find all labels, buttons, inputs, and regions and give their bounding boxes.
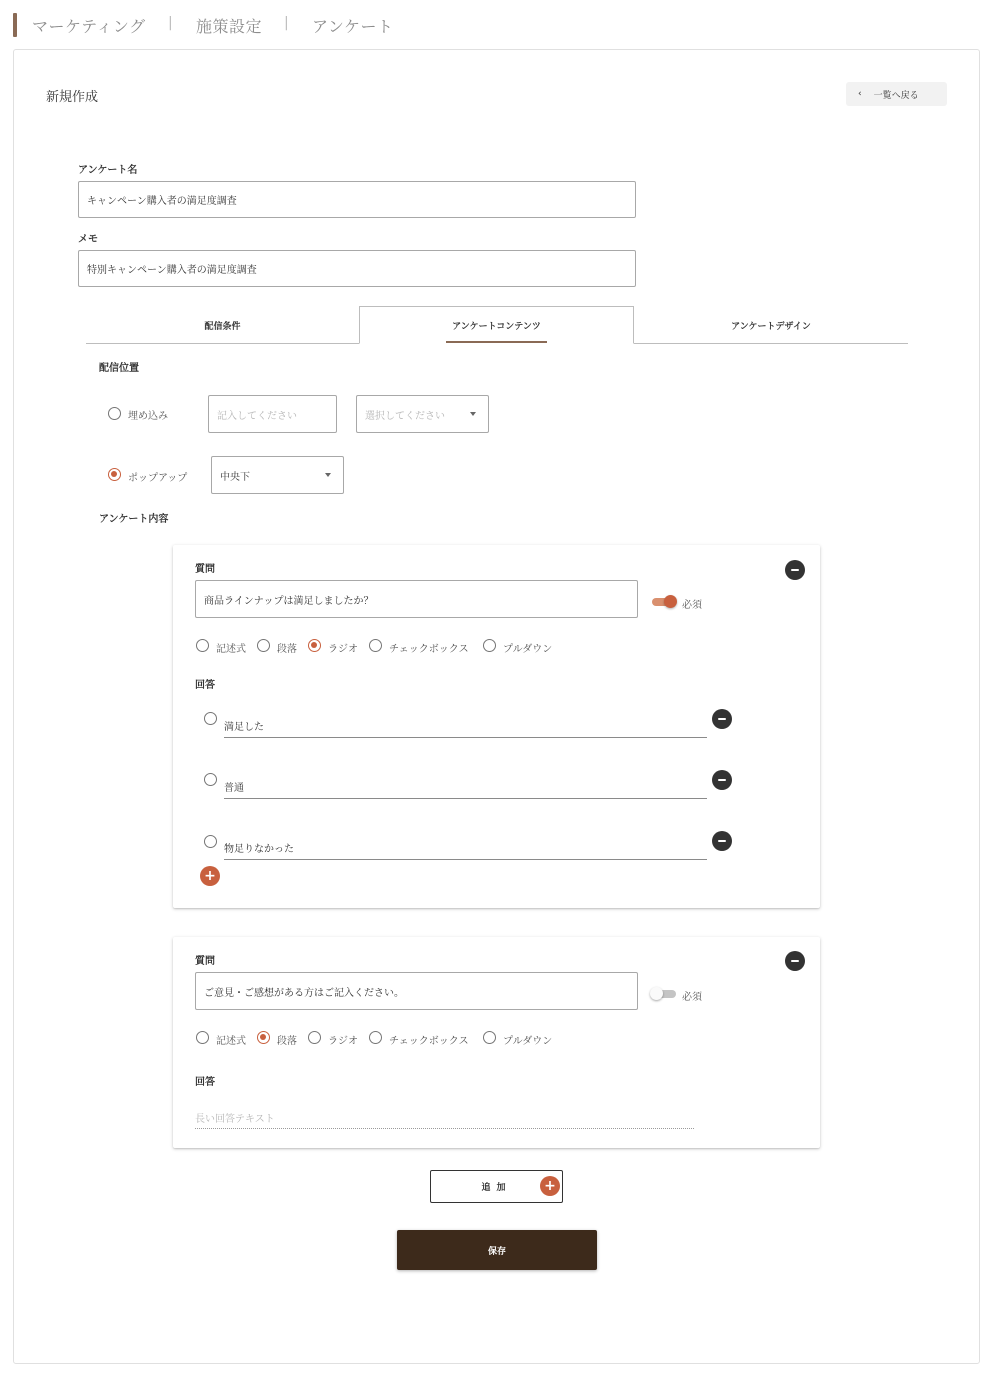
memo-label: メモ — [78, 234, 98, 245]
type-radio-pulldown[interactable] — [483, 639, 496, 652]
chevron-left-icon: ‹ — [858, 89, 862, 99]
survey-name-input[interactable]: キャンペーン購入者の満足度調査 — [78, 181, 636, 218]
breadcrumb-separator: | — [168, 15, 173, 31]
required-toggle-knob[interactable] — [650, 987, 663, 1000]
breadcrumb-item-marketing[interactable]: マーケティング — [32, 17, 146, 36]
breadcrumb-item-survey: アンケート — [312, 17, 394, 36]
back-to-list-button[interactable] — [846, 82, 947, 106]
plus-icon: + — [540, 1176, 560, 1196]
tab-survey-content[interactable]: アンケートコンテンツ — [359, 306, 634, 344]
type-radio-radio[interactable] — [308, 1031, 321, 1044]
embed-select-placeholder: 選択してください — [365, 410, 445, 422]
type-label-radio: ラジオ — [328, 644, 358, 655]
answer-label: 回答 — [195, 1077, 215, 1088]
type-radio-text[interactable] — [196, 639, 209, 652]
type-radio-pulldown[interactable] — [483, 1031, 496, 1044]
save-button[interactable] — [397, 1230, 597, 1270]
type-label-checkbox: チェックボックス — [389, 644, 469, 655]
embed-radio[interactable] — [108, 407, 121, 420]
type-label-radio: ラジオ — [328, 1036, 358, 1047]
survey-name-label: アンケート名 — [78, 165, 138, 176]
remove-question-button[interactable] — [785, 951, 805, 971]
type-radio-paragraph[interactable] — [257, 639, 270, 652]
popup-position-select[interactable] — [211, 456, 344, 494]
page-title: 新規作成 — [46, 90, 99, 105]
tab-delivery-conditions[interactable]: 配信条件 — [204, 321, 241, 332]
tab-active-indicator — [446, 341, 547, 343]
question-label: 質問 — [195, 956, 215, 967]
type-label-paragraph: 段落 — [277, 1036, 297, 1047]
type-radio-paragraph[interactable] — [257, 1031, 270, 1044]
required-label: 必須 — [682, 600, 702, 611]
answer-option-radio — [204, 835, 217, 848]
question-text-input[interactable]: 商品ラインナップは満足しましたか？ — [195, 580, 638, 618]
back-to-list-label: 一覧へ戻る — [873, 90, 919, 101]
type-label-paragraph: 段落 — [277, 644, 297, 655]
remove-answer-button[interactable] — [712, 709, 732, 729]
question-label: 質問 — [195, 564, 215, 575]
answer-option-input[interactable]: 普通 — [224, 779, 707, 799]
add-answer-button[interactable]: + — [200, 866, 220, 886]
answer-option-radio — [204, 773, 217, 786]
tab-survey-design[interactable]: アンケートデザイン — [731, 321, 811, 332]
popup-radio-label: ポップアップ — [128, 473, 188, 484]
popup-position-value: 中央下 — [220, 471, 250, 483]
type-label-checkbox: チェックボックス — [389, 1036, 469, 1047]
required-label: 必須 — [682, 992, 702, 1003]
memo-input[interactable]: 特別キャンペーン購入者の満足度調査 — [78, 250, 636, 287]
question-text-input[interactable]: ご意見・ご感想がある方はご記入ください。 — [195, 972, 638, 1010]
embed-select[interactable] — [356, 395, 489, 433]
add-question-label: 追加 — [481, 1183, 512, 1193]
type-label-pulldown: プルダウン — [503, 644, 553, 655]
caret-down-icon — [325, 473, 331, 477]
breadcrumb-separator: | — [284, 15, 289, 31]
type-label-text: 記述式 — [216, 1036, 246, 1047]
type-label-pulldown: プルダウン — [503, 1036, 553, 1047]
type-radio-checkbox[interactable] — [369, 639, 382, 652]
answer-option-input[interactable]: 物足りなかった — [224, 840, 707, 860]
popup-radio[interactable] — [108, 468, 121, 481]
type-radio-text[interactable] — [196, 1031, 209, 1044]
save-label: 保存 — [487, 1246, 506, 1257]
type-radio-radio[interactable] — [308, 639, 321, 652]
type-radio-checkbox[interactable] — [369, 1031, 382, 1044]
remove-answer-button[interactable] — [712, 831, 732, 851]
type-label-text: 記述式 — [216, 644, 246, 655]
answer-option-input[interactable]: 満足した — [224, 718, 707, 738]
embed-text-input[interactable]: 記入してください — [208, 395, 337, 433]
breadcrumb-accent-bar — [13, 13, 17, 37]
answer-option-radio — [204, 712, 217, 725]
caret-down-icon — [470, 412, 476, 416]
remove-question-button[interactable] — [785, 560, 805, 580]
embed-radio-label: 埋め込み — [128, 411, 168, 422]
remove-answer-button[interactable] — [712, 770, 732, 790]
answer-label: 回答 — [195, 680, 215, 691]
survey-content-label: アンケート内容 — [99, 514, 169, 525]
delivery-position-label: 配信位置 — [99, 363, 139, 374]
required-toggle-knob[interactable] — [664, 595, 677, 608]
long-answer-placeholder: 長い回答テキスト — [195, 1110, 694, 1129]
breadcrumb-item-measures[interactable]: 施策設定 — [196, 17, 263, 36]
